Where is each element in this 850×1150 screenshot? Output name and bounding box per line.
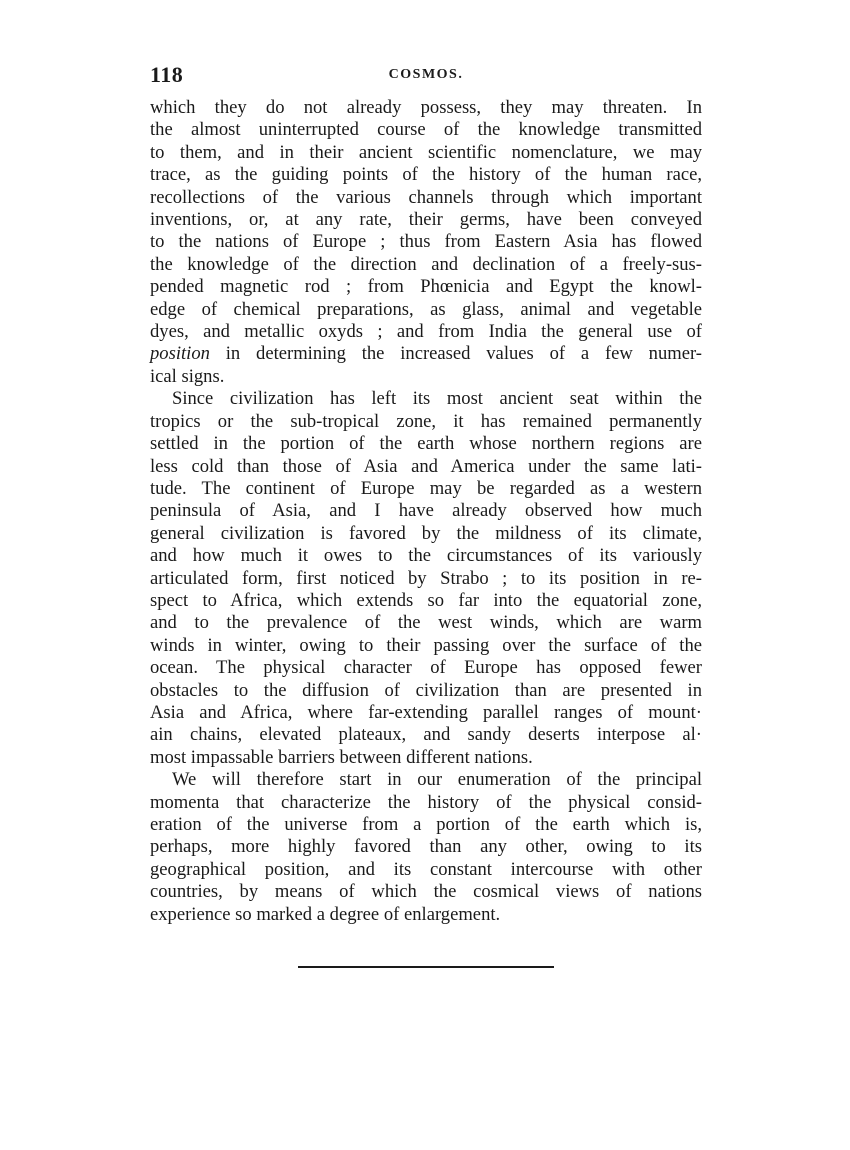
page-header bbox=[150, 62, 702, 88]
text-line: and how much it owes to the circumstances of its variously bbox=[150, 545, 702, 567]
text-line: ain chains, elevated plateaux, and sandy deserts interpose al· bbox=[150, 724, 702, 746]
text-line: momenta that characterize the history of the physical consid- bbox=[150, 791, 702, 813]
text-line: tropics or the sub-tropical zone, it has remained permanently bbox=[150, 410, 702, 432]
text-line: articulated form, first noticed by Strabo ; to its position in re- bbox=[150, 567, 702, 589]
end-rule bbox=[298, 966, 554, 968]
paragraph-2 bbox=[150, 388, 702, 769]
text-line: We will therefore start in our enumeration of the principal bbox=[172, 769, 702, 791]
text-line: the almost uninterrupted course of the knowledge transmitted bbox=[150, 119, 702, 141]
text-line: experience so marked a degree of enlargement. bbox=[150, 903, 501, 925]
text-line-rest: in determining the increased values of a few numer- bbox=[209, 343, 702, 365]
text-line: eration of the universe from a portion of the earth which is, bbox=[150, 814, 702, 835]
text-line: dyes, and metallic oxyds ; and from India the general use of bbox=[150, 321, 702, 343]
text-line: most impassable barriers between different nations. bbox=[150, 746, 533, 768]
text-line: countries, by means of which the cosmical views of nations bbox=[150, 881, 702, 903]
text-line: tude. The continent of Europe may be regarded as a western bbox=[150, 477, 702, 499]
text-line: less cold than those of Asia and America under the same lati- bbox=[150, 455, 702, 477]
text-line: to them, and in their ancient scientific nomenclature, we may bbox=[150, 141, 702, 163]
text-line: which they do not already possess, they may threaten. In bbox=[150, 97, 702, 118]
text-line: settled in the portion of the earth whose northern regions are bbox=[150, 433, 702, 455]
text-line: recollections of the various channels through which important bbox=[150, 186, 702, 208]
text-line: to the nations of Europe ; thus from Eastern Asia has flowed bbox=[150, 231, 702, 253]
text-line: Asia and Africa, where far-extending parallel ranges of mount· bbox=[150, 701, 702, 723]
italic-word: position bbox=[150, 343, 210, 365]
text-line-italic bbox=[150, 343, 702, 365]
paragraph-3 bbox=[150, 769, 702, 926]
text-line: pended magnetic rod ; from Phœnicia and Egypt the knowl- bbox=[150, 276, 702, 298]
text-line: ical signs. bbox=[150, 365, 225, 387]
text-line: peninsula of Asia, and I have already observed how much bbox=[150, 500, 702, 522]
text-line: trace, as the guiding points of the history of the human race, bbox=[150, 164, 702, 186]
paragraph-1 bbox=[150, 97, 702, 388]
text-line: Since civilization has left its most ancient seat within the bbox=[172, 388, 702, 410]
text-line: ocean. The physical character of Europe has opposed fewer bbox=[150, 657, 702, 679]
text-line: obstacles to the diffusion of civilization than are presented in bbox=[150, 679, 702, 701]
text-line: spect to Africa, which extends so far into the equatorial zone, bbox=[150, 589, 702, 611]
text-line: geographical position, and its constant intercourse with other bbox=[150, 858, 702, 880]
page-number: 118 bbox=[150, 62, 184, 87]
text-line: the knowledge of the direction and declination of a freely-sus- bbox=[150, 253, 702, 275]
running-title: COSMOS. bbox=[388, 67, 464, 82]
text-line: inventions, or, at any rate, their germs, have been conveyed bbox=[150, 209, 702, 231]
text-line: and to the prevalence of the west winds, which are warm bbox=[150, 612, 702, 634]
text-line: perhaps, more highly favored than any other, owing to its bbox=[150, 836, 702, 858]
text-line: general civilization is favored by the mildness of its climate, bbox=[150, 522, 702, 544]
body-text bbox=[150, 97, 702, 926]
text-line: winds in winter, owing to their passing over the surface of the bbox=[150, 634, 702, 656]
text-line: edge of chemical preparations, as glass, animal and vegetable bbox=[150, 298, 702, 320]
